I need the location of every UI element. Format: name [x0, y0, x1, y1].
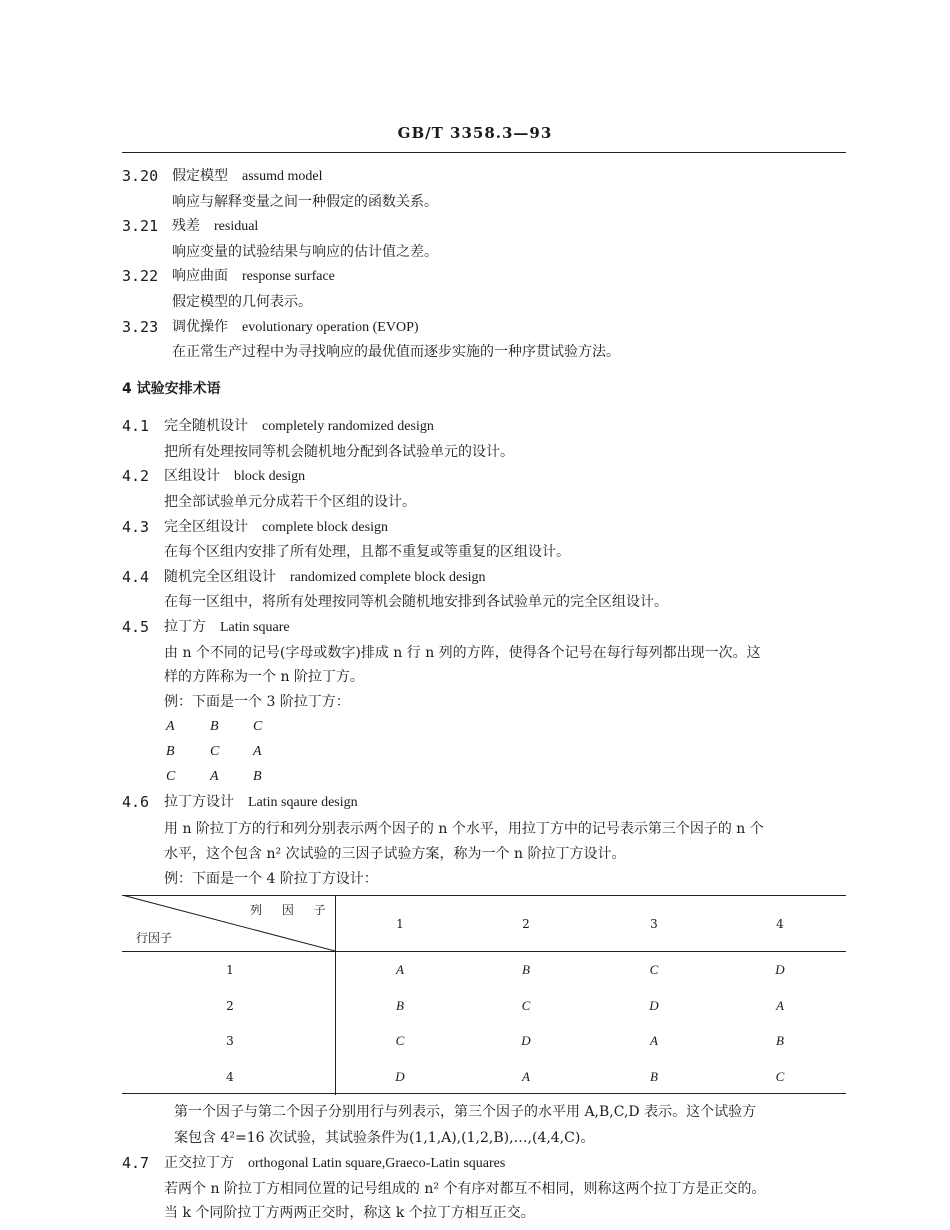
term-title	[164, 568, 486, 587]
term-cn: 完全随机设计	[164, 418, 248, 434]
row-header: 1	[226, 963, 234, 977]
term-cn: 残差	[172, 218, 200, 234]
term-en: assumd model	[242, 169, 323, 184]
term-definition: 把所有处理按同等机会随机地分配到各试验单元的设计。	[164, 444, 514, 460]
term-definition: 响应与解释变量之间一种假定的函数关系。	[172, 194, 438, 210]
latin-square-cell: A	[166, 719, 175, 734]
table-cell: C	[775, 1069, 785, 1084]
term-title	[164, 793, 358, 812]
term-number: 4.6	[122, 793, 150, 811]
table-cell: B	[650, 1069, 658, 1084]
term-definition: 把全部试验单元分成若干个区组的设计。	[164, 494, 416, 510]
row-header: 3	[226, 1034, 234, 1048]
term-number: 4.5	[122, 618, 150, 636]
term-number: 4.3	[122, 518, 150, 536]
latin-square-cell: A	[210, 769, 219, 784]
term-en: response surface	[242, 269, 335, 284]
term-definition: 若两个 n 阶拉丁方相同位置的记号组成的 n² 个有序对都互不相同，则称这两个拉丁方是正交的。	[164, 1181, 766, 1197]
example-label: 例：下面是一个 4 阶拉丁方设计：	[164, 871, 378, 887]
term-en: orthogonal Latin square,Graeco-Latin squares	[248, 1156, 506, 1171]
term-cn: 假定模型	[172, 168, 228, 184]
table-cell: B	[396, 998, 404, 1013]
table-cell: A	[522, 1069, 530, 1084]
section-heading: 4 试验安排术语	[122, 381, 221, 397]
term-en: evolutionary operation (EVOP)	[242, 320, 419, 335]
latin-square-cell: C	[253, 719, 263, 734]
table-cell: A	[650, 1033, 658, 1048]
term-en: Latin sqaure design	[248, 795, 358, 810]
term-definition: 在每一区组中，将所有处理按同等机会随机地安排到各试验单元的完全区组设计。	[164, 594, 668, 610]
table-cell: B	[522, 962, 530, 977]
term-title	[164, 467, 305, 486]
term-cn: 拉丁方设计	[164, 794, 234, 810]
table-cell: D	[775, 962, 785, 977]
term-cn: 正交拉丁方	[164, 1155, 234, 1171]
term-number: 4.1	[122, 417, 150, 435]
term-title	[172, 267, 335, 286]
term-number: 4.4	[122, 568, 150, 586]
term-cn: 随机完全区组设计	[164, 569, 276, 585]
term-title	[164, 1154, 505, 1173]
header-rule	[122, 152, 846, 153]
term-definition: 用 n 阶拉丁方的行和列分别表示两个因子的 n 个水平，用拉丁方中的记号表示第三个因子的 n 个	[164, 821, 764, 837]
term-cn: 区组设计	[164, 468, 220, 484]
latin-square-cell: B	[210, 719, 219, 734]
column-header: 2	[522, 917, 530, 931]
term-cn: 完全区组设计	[164, 519, 248, 535]
term-number: 3.20	[122, 167, 159, 185]
table-note: 案包含 4²=16 次试验，其试验条件为(1,1,A),(1,2,B),…,(4,4,C)。	[174, 1130, 595, 1146]
term-number: 3.22	[122, 267, 159, 285]
table-cell: D	[521, 1033, 531, 1048]
term-definition: 在正常生产过程中为寻找响应的最优值而逐步实施的一种序贯试验方法。	[172, 344, 620, 360]
column-factor-label: 列 因 子	[250, 903, 334, 917]
term-cn: 拉丁方	[164, 619, 206, 635]
term-title	[164, 618, 290, 637]
column-header: 3	[650, 917, 658, 931]
term-en: block design	[234, 469, 306, 484]
term-definition: 样的方阵称为一个 n 阶拉丁方。	[164, 669, 364, 685]
latin-square-cell: A	[253, 744, 262, 759]
table-cell: A	[776, 998, 784, 1013]
table-cell: D	[649, 998, 659, 1013]
row-header: 2	[226, 999, 234, 1013]
term-definition: 响应变量的试验结果与响应的估计值之差。	[172, 244, 438, 260]
example-label: 例：下面是一个 3 阶拉丁方：	[164, 694, 350, 710]
column-header: 4	[776, 917, 784, 931]
latin-square-cell: C	[210, 744, 220, 759]
table-cell: C	[649, 962, 659, 977]
table-cell: C	[395, 1033, 405, 1048]
latin-square-cell: B	[253, 769, 262, 784]
term-cn: 响应曲面	[172, 268, 228, 284]
row-factor-label: 行因子	[136, 931, 173, 945]
term-number: 3.21	[122, 217, 159, 235]
term-title	[172, 318, 419, 337]
term-definition: 在每个区组内安排了所有处理，且都不重复或等重复的区组设计。	[164, 544, 570, 560]
table-note: 第一个因子与第二个因子分别用行与列表示，第三个因子的水平用 A,B,C,D 表示。这个试验方	[174, 1104, 757, 1120]
table-cell: D	[395, 1069, 405, 1084]
term-number: 4.7	[122, 1154, 150, 1172]
latin-square-cell: C	[166, 769, 176, 784]
term-en: complete block design	[262, 520, 388, 535]
term-cn: 调优操作	[172, 319, 228, 335]
table-cell: B	[776, 1033, 784, 1048]
table-cell: A	[396, 962, 404, 977]
term-en: residual	[214, 219, 259, 234]
term-number: 3.23	[122, 318, 159, 336]
term-definition: 水平，这个包含 n² 次试验的三因子试验方案，称为一个 n 阶拉丁方设计。	[164, 846, 626, 862]
term-title	[172, 167, 323, 186]
column-header: 1	[396, 917, 404, 931]
term-title	[164, 518, 388, 537]
document-header: GB/T 3358.3—93	[397, 124, 553, 142]
term-definition: 假定模型的几何表示。	[172, 294, 312, 310]
latin-square-cell: B	[166, 744, 175, 759]
table-cell: C	[521, 998, 531, 1013]
term-number: 4.2	[122, 467, 150, 485]
term-en: randomized complete block design	[290, 570, 486, 585]
term-en: completely randomized design	[262, 419, 434, 434]
term-definition: 由 n 个不同的记号(字母或数字)排成 n 行 n 列的方阵，使得各个记号在每行每列都出现一次。这	[164, 645, 761, 661]
latin-square-design-table	[122, 895, 846, 1095]
term-en: Latin square	[220, 620, 290, 635]
table-bottom-rule	[122, 1093, 846, 1094]
row-header: 4	[226, 1070, 234, 1084]
term-title	[172, 217, 258, 236]
term-definition: 当 k 个同阶拉丁方两两正交时，称这 k 个拉丁方相互正交。	[164, 1205, 535, 1221]
term-title	[164, 417, 434, 436]
